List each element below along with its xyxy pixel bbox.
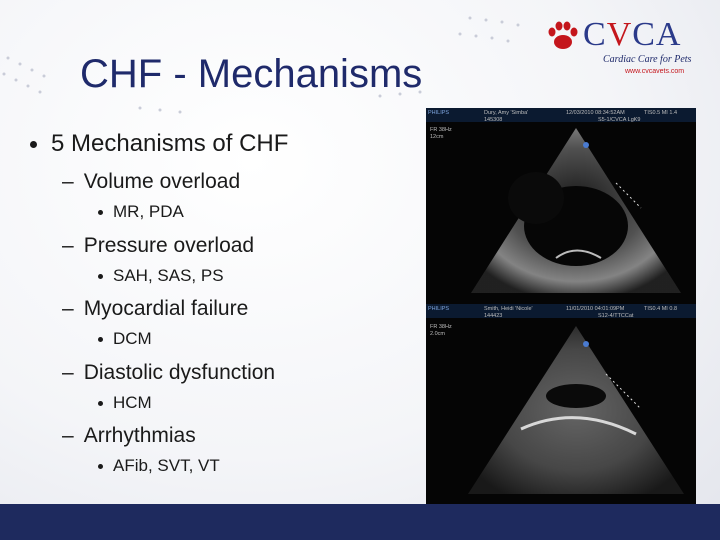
mechanism-detail: DCM [98, 329, 248, 349]
footer-bar [0, 504, 720, 540]
svg-text:12cm: 12cm [430, 134, 444, 140]
bullet-dot [30, 141, 37, 148]
logo-letter-v: V [606, 16, 633, 53]
mechanism-detail: SAH, SAS, PS [98, 266, 254, 286]
svg-text:S12-4/TTCCat: S12-4/TTCCat [598, 313, 634, 319]
svg-text:PHILIPS: PHILIPS [428, 110, 450, 116]
mechanism-arrhythmias [62, 424, 220, 476]
echo-2-visual [426, 304, 696, 504]
logo-letter-c: C [583, 16, 607, 53]
slide-title: CHF - Mechanisms [80, 52, 423, 96]
mechanism-pressure-overload [62, 234, 254, 286]
bullet-list [30, 130, 288, 158]
svg-text:S5-1/CVCA LgK9: S5-1/CVCA LgK9 [598, 117, 641, 123]
svg-text:TIS0.5 MI 1.4: TIS0.5 MI 1.4 [644, 110, 678, 116]
logo-letters-ca: CA [632, 16, 682, 53]
mechanism-label: – Diastolic dysfunction [62, 361, 276, 384]
echo-1-visual [426, 108, 696, 304]
logo-url: www.cvcavets.com [625, 68, 685, 75]
main-bullet-text: 5 Mechanisms of CHF [51, 130, 289, 157]
echocardiogram-image-2 [426, 304, 696, 504]
logo-tagline: Cardiac Care for Pets [603, 54, 692, 65]
mechanism-detail: MR, PDA [98, 202, 240, 222]
svg-text:144423: 144423 [484, 313, 503, 319]
svg-text:FR 38Hz: FR 38Hz [430, 127, 452, 133]
mechanism-label: – Volume overload [62, 170, 241, 193]
mechanism-volume-overload [62, 170, 240, 222]
mechanism-detail: HCM [98, 393, 275, 413]
main-bullet [30, 130, 288, 158]
svg-text:TIS0.4 MI 0.8: TIS0.4 MI 0.8 [644, 306, 678, 312]
svg-text:145308: 145308 [484, 117, 503, 123]
svg-text:FR 38Hz: FR 38Hz [430, 324, 452, 330]
svg-text:11/01/2010 04:01:09PM: 11/01/2010 04:01:09PM [566, 306, 625, 312]
logo-wordmark [583, 16, 681, 54]
cvca-logo [545, 18, 695, 88]
mechanism-myocardial-failure [62, 297, 248, 349]
svg-text:12/03/2010 08:34:52AM: 12/03/2010 08:34:52AM [566, 110, 625, 116]
paw-icon [545, 18, 581, 54]
svg-text:Dury, Amy 'Simba': Dury, Amy 'Simba' [484, 110, 529, 116]
svg-text:PHILIPS: PHILIPS [428, 306, 450, 312]
mechanism-label: – Pressure overload [62, 234, 255, 257]
svg-text:Smith, Heidi 'Nicole': Smith, Heidi 'Nicole' [484, 306, 533, 312]
mechanism-label: – Myocardial failure [62, 297, 249, 320]
mechanism-detail: AFib, SVT, VT [98, 456, 220, 476]
echocardiogram-image-1 [426, 108, 696, 304]
mechanism-diastolic-dysfunction [62, 361, 275, 413]
svg-text:2.0cm: 2.0cm [430, 331, 445, 337]
mechanism-label: – Arrhythmias [62, 424, 196, 447]
